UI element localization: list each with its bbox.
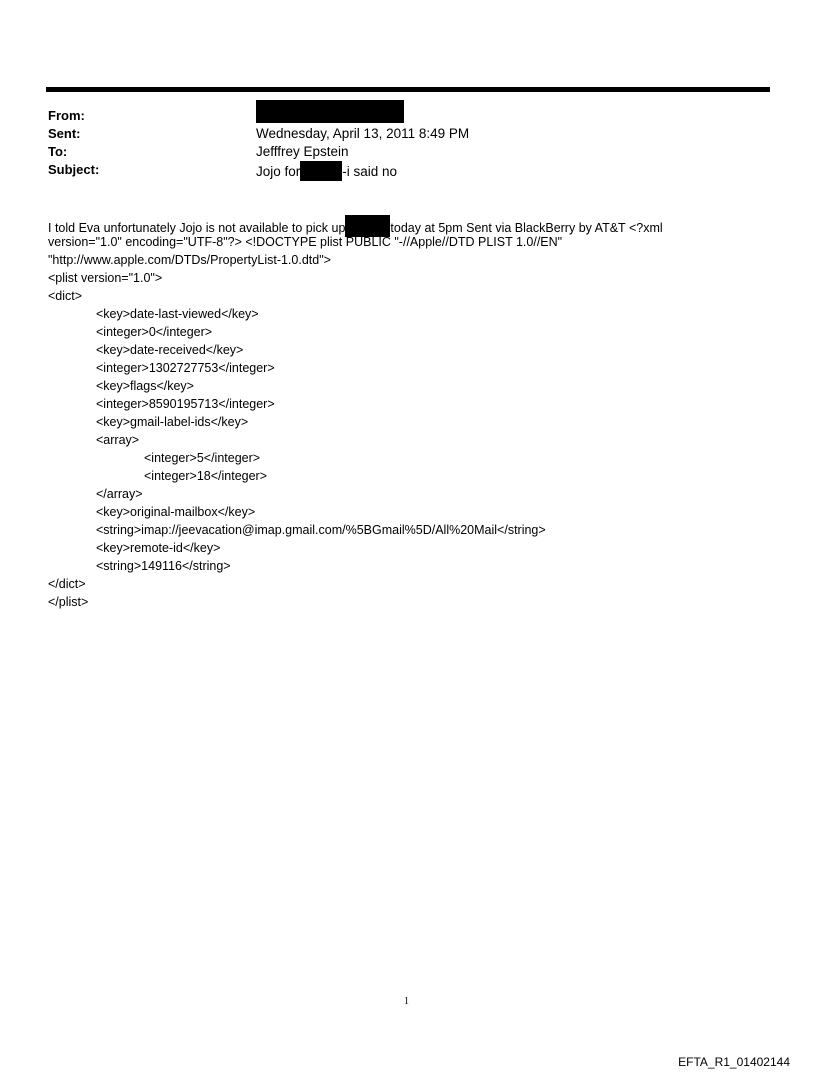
subject-prefix: Jojo for <box>256 164 301 179</box>
body-line-1-end: today at 5pm Sent via BlackBerry by AT&T <?xml <box>390 221 663 235</box>
plist-line: <plist version="1.0"> <box>48 271 163 285</box>
plist-line: <integer>5</integer> <box>144 451 261 465</box>
body-line-2: version="1.0" encoding="UTF-8"?> <!DOCTYPE plist PUBLIC "-//Apple//DTD PLIST 1.0//EN" <box>48 235 563 249</box>
header-rule <box>46 87 770 92</box>
plist-line: <string>imap://jeevacation@imap.gmail.com/%5BGmail%5D/All%20Mail</string> <box>96 523 546 537</box>
subject-suffix: -i said no <box>342 164 398 179</box>
plist-line: <key>gmail-label-ids</key> <box>96 415 249 429</box>
sent-value: Wednesday, April 13, 2011 8:49 PM <box>256 126 470 141</box>
subject-label: Subject: <box>48 162 100 177</box>
plist-line: <string>149116</string> <box>96 559 231 573</box>
to-label: To: <box>48 144 68 159</box>
redaction-block <box>300 161 342 181</box>
plist-line: <array> <box>96 433 140 447</box>
plist-line: <key>date-last-viewed</key> <box>96 307 259 321</box>
plist-line: <integer>8590195713</integer> <box>96 397 275 411</box>
plist-line: <integer>18</integer> <box>144 469 268 483</box>
plist-line: <key>flags</key> <box>96 379 194 393</box>
body-line-1-start: I told Eva unfortunately Jojo is not available to pick up <box>48 221 346 235</box>
plist-line: <dict> <box>48 289 83 303</box>
plist-line: </dict> <box>48 577 86 591</box>
plist-line: <key>original-mailbox</key> <box>96 505 256 519</box>
plist-line: </plist> <box>48 595 89 609</box>
from-value <box>256 100 404 125</box>
to-value: Jefffrey Epstein <box>256 144 349 159</box>
sent-label: Sent: <box>48 126 81 141</box>
plist-line: <integer>1302727753</integer> <box>96 361 275 375</box>
plist-line: <integer>0</integer> <box>96 325 213 339</box>
plist-line: <key>date-received</key> <box>96 343 244 357</box>
plist-line: <key>remote-id</key> <box>96 541 221 555</box>
from-label: From: <box>48 108 85 123</box>
page-number: 1 <box>404 996 409 1007</box>
plist-line: </array> <box>96 487 143 501</box>
bates-number: EFTA_R1_01402144 <box>678 1055 790 1069</box>
subject-value <box>256 161 397 181</box>
body-line-3: "http://www.apple.com/DTDs/PropertyList-1.0.dtd"> <box>48 253 331 267</box>
redaction-block <box>256 100 404 123</box>
